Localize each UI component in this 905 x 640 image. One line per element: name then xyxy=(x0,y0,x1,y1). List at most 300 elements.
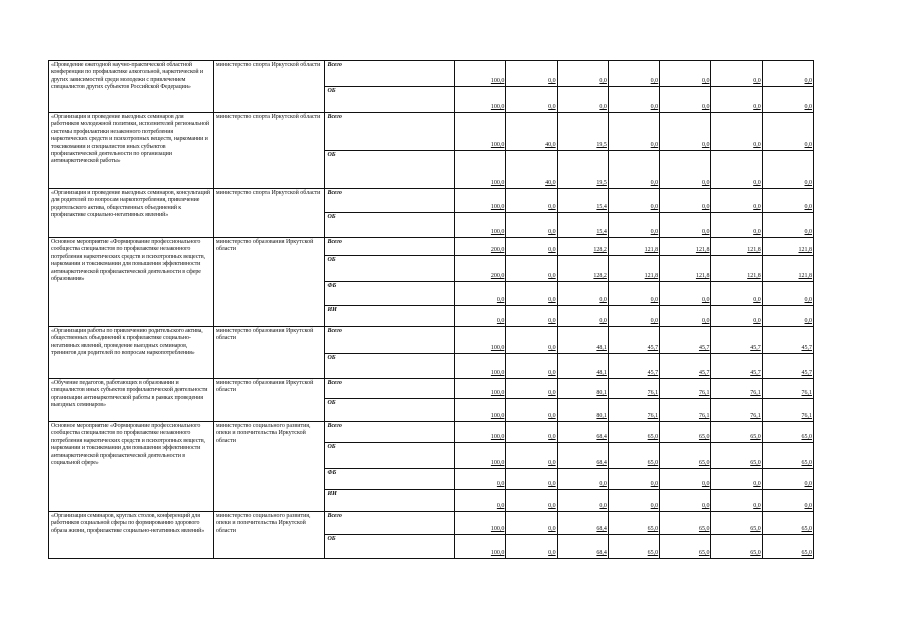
amount-cell xyxy=(762,399,813,422)
amount-cell xyxy=(557,327,608,354)
amount-value: 0,0 xyxy=(548,103,556,110)
funding-source: ОБ xyxy=(325,354,455,379)
amount-cell xyxy=(660,113,711,151)
funding-source: ФБ xyxy=(325,469,455,490)
table-row xyxy=(49,512,814,535)
amount-value: 0,0 xyxy=(804,179,812,186)
amount-value: 65,0 xyxy=(750,459,761,466)
amount-value: 0,0 xyxy=(548,203,556,210)
amount-value: 0,0 xyxy=(804,296,812,303)
amount-cell xyxy=(660,379,711,399)
amount-cell xyxy=(660,535,711,559)
amount-value: 121,8 xyxy=(695,246,710,253)
amount-cell xyxy=(455,443,506,469)
amount-value: 0,0 xyxy=(650,141,659,148)
amount-cell xyxy=(762,327,813,354)
table-row xyxy=(49,238,814,256)
funding-source: ИИ xyxy=(325,490,455,512)
amount-value: 0,0 xyxy=(548,296,556,303)
amount-value: 0,0 xyxy=(701,228,710,235)
amount-cell xyxy=(608,469,659,490)
funding-source: Всего xyxy=(325,512,455,535)
amount-value: 19,5 xyxy=(596,179,607,186)
amount-value: 121,8 xyxy=(747,246,761,253)
amount-cell xyxy=(455,256,506,282)
amount-cell xyxy=(506,443,557,469)
funding-source: ОБ xyxy=(325,443,455,469)
amount-value: 0,0 xyxy=(753,77,761,84)
amount-cell xyxy=(455,113,506,151)
amount-value: 0,0 xyxy=(753,203,761,210)
amount-value: 45,7 xyxy=(750,369,761,376)
amount-cell xyxy=(711,512,762,535)
amount-value: 0,0 xyxy=(548,525,556,532)
amount-cell xyxy=(557,306,608,327)
amount-cell xyxy=(660,87,711,113)
amount-value: 0,0 xyxy=(496,296,505,303)
amount-cell xyxy=(506,399,557,422)
amount-value: 121,8 xyxy=(798,272,812,279)
amount-cell xyxy=(557,213,608,238)
amount-value: 65,0 xyxy=(647,549,659,556)
funding-source: Всего xyxy=(325,61,455,87)
amount-value: 45,7 xyxy=(801,344,812,351)
measure-description: «Организация и проведение выездных семинаров, консультаций для родителей по вопросам наркопотребления, привлечение родительского актива, общественных объединений к профилактике социально-негативных явлений» xyxy=(49,189,214,238)
amount-cell xyxy=(557,490,608,512)
executor: министерство спорта Иркутской области xyxy=(213,113,325,189)
amount-cell xyxy=(455,189,506,213)
amount-value: 80,1 xyxy=(596,412,607,419)
funding-source: Всего xyxy=(325,189,455,213)
amount-value: 0,0 xyxy=(548,317,556,324)
table-row xyxy=(49,113,814,151)
amount-cell xyxy=(762,189,813,213)
amount-cell xyxy=(608,238,659,256)
amount-cell xyxy=(762,61,813,87)
amount-cell xyxy=(660,256,711,282)
funding-source: Всего xyxy=(325,379,455,399)
amount-cell xyxy=(557,535,608,559)
amount-cell xyxy=(608,189,659,213)
measure-description: «Проведение ежегодной научно-практической областной конференции по профилактике алкогольной, наркотической и других зависимостей среди молодежи с привлечением специалистов других субъектов Российской Федерации» xyxy=(49,61,214,113)
funding-source: Всего xyxy=(325,238,455,256)
amount-cell xyxy=(557,238,608,256)
amount-value: 100,0 xyxy=(490,549,505,556)
amount-value: 0,0 xyxy=(753,296,761,303)
amount-value: 0,0 xyxy=(599,103,607,110)
amount-cell xyxy=(660,469,711,490)
funding-source: Всего xyxy=(325,422,455,443)
amount-value: 45,7 xyxy=(750,344,761,351)
amount-cell xyxy=(762,354,813,379)
amount-cell xyxy=(455,512,506,535)
amount-cell xyxy=(762,422,813,443)
amount-value: 0,0 xyxy=(548,369,556,376)
amount-value: 0,0 xyxy=(804,480,812,487)
amount-cell xyxy=(762,535,813,559)
amount-value: 76,1 xyxy=(698,389,710,396)
amount-cell xyxy=(660,512,711,535)
executor: министерство спорта Иркутской области xyxy=(213,61,325,113)
amount-value: 121,8 xyxy=(644,272,659,279)
amount-cell xyxy=(455,354,506,379)
measure-description: «Организация и проведение выездных семинаров для работников молодежной политики, исполнителей региональной системы профилактики незаконного потребления наркотических средств и психотропных веществ, наркомании и токсикомании и специалистов иных субъектов профилактической деятельности по организации антинаркотической работы» xyxy=(49,113,214,189)
amount-cell xyxy=(711,87,762,113)
amount-value: 68,4 xyxy=(596,433,607,440)
amount-value: 45,7 xyxy=(647,344,659,351)
amount-cell xyxy=(557,512,608,535)
amount-cell xyxy=(506,379,557,399)
amount-value: 65,0 xyxy=(698,525,710,532)
amount-value: 0,0 xyxy=(548,412,556,419)
funding-source: ОБ xyxy=(325,87,455,113)
amount-value: 0,0 xyxy=(804,228,812,235)
amount-value: 121,8 xyxy=(798,246,812,253)
amount-value: 0,0 xyxy=(753,317,761,324)
amount-cell xyxy=(762,113,813,151)
measure-description: Основное мероприятие «Формирование профессионального сообщества специалистов по профилактике незаконного потребления наркотических средств и психотропных веществ, наркомании и токсикомании для повышения эффективности антинаркотической профилактической деятельности в сфере образования» xyxy=(49,238,214,327)
amount-cell xyxy=(762,379,813,399)
amount-cell xyxy=(660,422,711,443)
amount-value: 68,4 xyxy=(596,549,607,556)
amount-cell xyxy=(711,327,762,354)
amount-value: 100,0 xyxy=(490,369,505,376)
amount-cell xyxy=(455,61,506,87)
amount-value: 0,0 xyxy=(701,296,710,303)
amount-value: 0,0 xyxy=(548,459,556,466)
amount-cell xyxy=(506,512,557,535)
amount-value: 65,0 xyxy=(698,459,710,466)
executor: министерство спорта Иркутской области xyxy=(213,189,325,238)
amount-cell xyxy=(660,490,711,512)
amount-value: 100,0 xyxy=(490,141,505,148)
amount-cell xyxy=(506,469,557,490)
amount-value: 76,1 xyxy=(801,412,812,419)
amount-cell xyxy=(711,379,762,399)
amount-value: 0,0 xyxy=(548,344,556,351)
amount-value: 65,0 xyxy=(801,433,812,440)
amount-value: 0,0 xyxy=(701,317,710,324)
measure-description: Основное мероприятие «Формирование профессионального сообщества специалистов по профилактике незаконного потребления наркотических средств и психотропных веществ, наркомании и токсикомании для повышения эффективности антинаркотической профилактической деятельности в социальной сфере» xyxy=(49,422,214,512)
amount-value: 200,0 xyxy=(490,272,505,279)
amount-value: 65,0 xyxy=(647,459,659,466)
amount-cell xyxy=(711,256,762,282)
amount-value: 80,1 xyxy=(596,389,607,396)
amount-cell xyxy=(455,282,506,306)
amount-value: 0,0 xyxy=(650,296,659,303)
amount-value: 128,2 xyxy=(593,246,607,253)
executor: министерство образования Иркутской области xyxy=(213,379,325,422)
amount-value: 0,0 xyxy=(650,77,659,84)
amount-cell xyxy=(455,213,506,238)
amount-value: 0,0 xyxy=(804,502,812,509)
amount-value: 40,0 xyxy=(545,179,556,186)
amount-value: 0,0 xyxy=(804,317,812,324)
amount-value: 0,0 xyxy=(753,480,761,487)
amount-value: 0,0 xyxy=(496,502,505,509)
amount-value: 0,0 xyxy=(804,141,812,148)
amount-cell xyxy=(660,151,711,189)
amount-cell xyxy=(762,306,813,327)
executor: министерство образования Иркутской области xyxy=(213,238,325,327)
amount-cell xyxy=(660,327,711,354)
amount-value: 65,0 xyxy=(698,433,710,440)
amount-value: 0,0 xyxy=(599,502,607,509)
amount-cell xyxy=(762,213,813,238)
amount-value: 0,0 xyxy=(548,77,556,84)
amount-value: 76,1 xyxy=(647,412,659,419)
amount-cell xyxy=(557,379,608,399)
amount-cell xyxy=(711,282,762,306)
amount-value: 0,0 xyxy=(701,203,710,210)
amount-cell xyxy=(557,399,608,422)
amount-cell xyxy=(762,151,813,189)
amount-value: 100,0 xyxy=(490,203,505,210)
executor: министерство социального развития, опеки и попечительства Иркутской области xyxy=(213,422,325,512)
amount-value: 100,0 xyxy=(490,433,505,440)
amount-value: 0,0 xyxy=(548,389,556,396)
amount-value: 100,0 xyxy=(490,77,505,84)
measure-description: «Обучение педагогов, работающих в образовании и специалистов иных субъектов профилактической деятельности организации антинаркотической работы в рамках проведения выездных семинаров» xyxy=(49,379,214,422)
amount-value: 0,0 xyxy=(804,77,812,84)
amount-cell xyxy=(762,443,813,469)
amount-cell xyxy=(660,189,711,213)
amount-value: 0,0 xyxy=(599,480,607,487)
amount-value: 121,8 xyxy=(695,272,710,279)
amount-cell xyxy=(711,213,762,238)
amount-value: 68,4 xyxy=(596,459,607,466)
amount-value: 76,1 xyxy=(750,389,761,396)
amount-cell xyxy=(608,151,659,189)
budget-table xyxy=(48,60,814,559)
amount-cell xyxy=(762,512,813,535)
amount-cell xyxy=(506,238,557,256)
amount-value: 100,0 xyxy=(490,103,505,110)
executor: министерство образования Иркутской области xyxy=(213,327,325,379)
amount-cell xyxy=(557,256,608,282)
amount-cell xyxy=(455,422,506,443)
amount-value: 0,0 xyxy=(650,103,659,110)
amount-value: 100,0 xyxy=(490,412,505,419)
amount-cell xyxy=(660,213,711,238)
amount-value: 0,0 xyxy=(650,480,659,487)
amount-cell xyxy=(557,151,608,189)
funding-source: ИИ xyxy=(325,306,455,327)
table-row xyxy=(49,327,814,354)
amount-cell xyxy=(608,422,659,443)
amount-cell xyxy=(506,354,557,379)
amount-value: 100,0 xyxy=(490,179,505,186)
amount-value: 0,0 xyxy=(804,203,812,210)
amount-value: 100,0 xyxy=(490,389,505,396)
amount-cell xyxy=(608,213,659,238)
amount-value: 0,0 xyxy=(548,502,556,509)
amount-value: 0,0 xyxy=(496,480,505,487)
amount-cell xyxy=(455,399,506,422)
amount-value: 45,7 xyxy=(647,369,659,376)
table-row xyxy=(49,189,814,213)
amount-cell xyxy=(711,354,762,379)
amount-value: 65,0 xyxy=(647,433,659,440)
amount-cell xyxy=(506,113,557,151)
amount-cell xyxy=(660,306,711,327)
amount-value: 121,8 xyxy=(747,272,761,279)
amount-value: 76,1 xyxy=(647,389,659,396)
amount-cell xyxy=(762,256,813,282)
amount-cell xyxy=(608,379,659,399)
amount-value: 65,0 xyxy=(698,549,710,556)
amount-cell xyxy=(608,327,659,354)
amount-value: 0,0 xyxy=(753,228,761,235)
amount-value: 100,0 xyxy=(490,228,505,235)
amount-value: 65,0 xyxy=(750,549,761,556)
amount-cell xyxy=(711,306,762,327)
amount-cell xyxy=(506,306,557,327)
amount-cell xyxy=(762,469,813,490)
amount-value: 45,7 xyxy=(801,369,812,376)
amount-cell xyxy=(557,469,608,490)
amount-cell xyxy=(608,113,659,151)
amount-value: 0,0 xyxy=(548,433,556,440)
amount-cell xyxy=(455,379,506,399)
amount-cell xyxy=(455,151,506,189)
funding-source: ОБ xyxy=(325,399,455,422)
amount-cell xyxy=(711,422,762,443)
amount-cell xyxy=(711,61,762,87)
amount-cell xyxy=(711,490,762,512)
amount-cell xyxy=(506,87,557,113)
amount-cell xyxy=(711,399,762,422)
amount-value: 65,0 xyxy=(750,525,761,532)
table-row xyxy=(49,422,814,443)
funding-source: ОБ xyxy=(325,256,455,282)
amount-value: 0,0 xyxy=(548,549,556,556)
amount-value: 65,0 xyxy=(647,525,659,532)
amount-value: 100,0 xyxy=(490,344,505,351)
amount-value: 0,0 xyxy=(753,502,761,509)
amount-value: 65,0 xyxy=(750,433,761,440)
amount-cell xyxy=(557,61,608,87)
table-row xyxy=(49,379,814,399)
amount-value: 0,0 xyxy=(753,179,761,186)
amount-cell xyxy=(506,213,557,238)
amount-cell xyxy=(660,399,711,422)
amount-cell xyxy=(608,443,659,469)
amount-cell xyxy=(608,354,659,379)
table-body xyxy=(49,61,814,559)
amount-cell xyxy=(660,354,711,379)
amount-cell xyxy=(506,61,557,87)
amount-cell xyxy=(557,422,608,443)
amount-value: 76,1 xyxy=(698,412,710,419)
amount-value: 0,0 xyxy=(701,77,710,84)
amount-value: 0,0 xyxy=(548,246,556,253)
amount-cell xyxy=(557,354,608,379)
amount-cell xyxy=(455,327,506,354)
amount-cell xyxy=(608,512,659,535)
amount-value: 0,0 xyxy=(650,179,659,186)
amount-cell xyxy=(711,535,762,559)
amount-cell xyxy=(506,256,557,282)
funding-source: Всего xyxy=(325,327,455,354)
amount-cell xyxy=(762,238,813,256)
amount-cell xyxy=(608,535,659,559)
amount-value: 0,0 xyxy=(701,502,710,509)
amount-cell xyxy=(557,113,608,151)
funding-source: ФБ xyxy=(325,282,455,306)
amount-cell xyxy=(711,443,762,469)
amount-value: 65,0 xyxy=(801,549,812,556)
amount-cell xyxy=(660,282,711,306)
amount-value: 0,0 xyxy=(804,103,812,110)
amount-value: 48,1 xyxy=(596,344,607,351)
amount-cell xyxy=(557,443,608,469)
amount-cell xyxy=(608,256,659,282)
amount-cell xyxy=(506,535,557,559)
amount-cell xyxy=(455,87,506,113)
amount-value: 65,0 xyxy=(801,525,812,532)
amount-value: 0,0 xyxy=(548,480,556,487)
amount-cell xyxy=(660,238,711,256)
amount-value: 0,0 xyxy=(650,228,659,235)
funding-source: ОБ xyxy=(325,535,455,559)
amount-cell xyxy=(762,282,813,306)
amount-value: 68,4 xyxy=(596,525,607,532)
amount-value: 0,0 xyxy=(650,502,659,509)
amount-cell xyxy=(557,282,608,306)
amount-cell xyxy=(660,61,711,87)
amount-value: 121,8 xyxy=(644,246,659,253)
amount-value: 45,7 xyxy=(698,344,710,351)
amount-value: 48,1 xyxy=(596,369,607,376)
amount-value: 0,0 xyxy=(701,179,710,186)
amount-value: 0,0 xyxy=(753,141,761,148)
amount-cell xyxy=(762,87,813,113)
measure-description: «Организация работы по привлечению родительского актива, общественных объединений к профилактике социально-негативных явлений, проведение выездных семинаров, тренингов для родителей по вопросам наркопотребления» xyxy=(49,327,214,379)
amount-cell xyxy=(506,189,557,213)
amount-cell xyxy=(557,87,608,113)
amount-value: 0,0 xyxy=(701,480,710,487)
amount-value: 0,0 xyxy=(650,203,659,210)
amount-value: 0,0 xyxy=(650,317,659,324)
amount-value: 0,0 xyxy=(599,77,607,84)
amount-value: 0,0 xyxy=(701,103,710,110)
amount-cell xyxy=(506,327,557,354)
amount-value: 0,0 xyxy=(599,296,607,303)
amount-cell xyxy=(711,189,762,213)
amount-cell xyxy=(506,151,557,189)
measure-description: «Организация семинаров, круглых столов, конференций для работников социальной сферы по формированию здорового образа жизни, профилактике социально-негативных явлений» xyxy=(49,512,214,559)
executor: министерство социального развития, опеки и попечительства Иркутской области xyxy=(213,512,325,559)
amount-cell xyxy=(455,306,506,327)
amount-cell xyxy=(506,422,557,443)
amount-value: 200,0 xyxy=(490,246,505,253)
amount-value: 40,0 xyxy=(545,141,556,148)
funding-source: ОБ xyxy=(325,213,455,238)
table-row xyxy=(49,61,814,87)
amount-cell xyxy=(711,238,762,256)
amount-cell xyxy=(608,61,659,87)
amount-value: 19,5 xyxy=(596,141,607,148)
amount-cell xyxy=(711,113,762,151)
amount-cell xyxy=(608,87,659,113)
amount-cell xyxy=(711,469,762,490)
amount-cell xyxy=(557,189,608,213)
amount-value: 15,4 xyxy=(596,228,607,235)
amount-cell xyxy=(608,399,659,422)
amount-cell xyxy=(711,151,762,189)
amount-cell xyxy=(762,490,813,512)
